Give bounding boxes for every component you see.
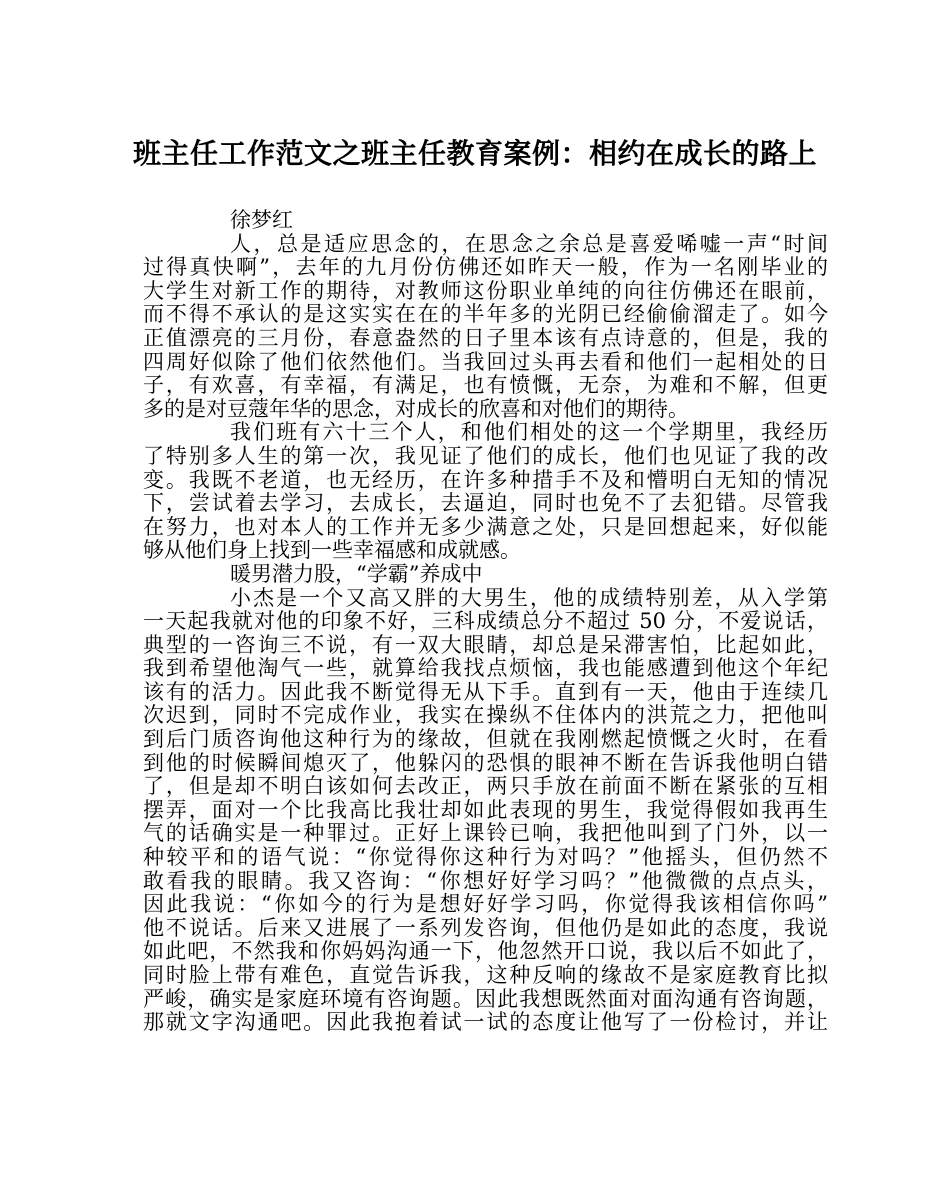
text-line: 种较平和的语气说：“你觉得你这种行为对吗？”他摇头，但仍然不	[143, 845, 828, 870]
text-line: 严峻，确实是家庭环境有咨询题。因此我想既然面对面沟通有咨询题，	[143, 986, 828, 1011]
text-line: 摆弄，面对一个比我高比我壮却如此表现的男生，我觉得假如我再生	[143, 797, 828, 822]
text-line: 那就文字沟通吧。因此我抱着试一试的态度让他写了一份检讨，并让	[143, 1010, 828, 1035]
text-line: 我们班有六十三个人，和他们相处的这一个学期里，我经历	[230, 420, 828, 445]
text-line: 子，有欢喜，有幸福，有满足，也有愤慨，无奈，为难和不解，但更	[143, 373, 828, 398]
text-line: 到后门质咨询他这种行为的缘故，但就在我刚燃起愤慨之火时，在看	[143, 727, 828, 752]
text-line: 一天起我就对他的印象不好，三科成绩总分不超过 50 分，不爱说话，	[143, 609, 828, 634]
document-body	[143, 209, 828, 1035]
text-line: 因此我说：“你如今的行为是想好好学习吗，你觉得我该相信你吗”	[143, 892, 828, 917]
text-line: 大学生对新工作的期待，对教师这份职业单纯的向往仿佛还在眼前，	[143, 278, 828, 303]
text-line: 过得真快啊”，去年的九月份仿佛还如昨天一般，作为一名刚毕业的	[143, 255, 828, 280]
text-line: 正值漂亮的三月份，春意盎然的日子里本该有点诗意的，但是，我的	[143, 325, 828, 350]
text-line: 暖男潜力股，“学霸”养成中	[230, 561, 483, 586]
text-line: 小杰是一个又高又胖的大男生，他的成绩特别差，从入学第	[230, 585, 828, 610]
text-line: 在努力，也对本人的工作并无多少满意之处，只是回想起来，好似能	[143, 514, 828, 539]
text-line: 了，但是却不明白该如何去改正，两只手放在前面不断在紧张的互相	[143, 774, 828, 799]
text-line: 敢看我的眼睛。我又咨询：“你想好好学习吗？”他微微的点点头，	[143, 868, 828, 893]
text-line: 四周好似除了他们依然他们。当我回过头再去看和他们一起相处的日	[143, 349, 828, 374]
document-title: 班主任工作范文之班主任教育案例：相约在成长的路上	[132, 137, 817, 170]
text-line: 人，总是适应思念的，在思念之余总是喜爱唏嘘一声“时间	[230, 231, 828, 256]
text-line: 了特别多人生的第一次，我见证了他们的成长，他们也见证了我的改	[143, 443, 828, 468]
text-line: 次迟到，同时不完成作业，我实在操纵不住体内的洪荒之力，把他叫	[143, 703, 828, 728]
text-line: 典型的一咨询三不说，有一双大眼睛，却总是呆滞害怕，比起如此，	[143, 632, 828, 657]
text-line: 徐梦红	[230, 208, 293, 232]
text-line: 该有的活力。因此我不断觉得无从下手。直到有一天，他由于连续几	[143, 679, 828, 704]
text-line: 够从他们身上找到一些幸福感和成就感。	[143, 538, 521, 563]
text-line: 多的是对豆蔻年华的思念，对成长的欣喜和对他们的期待。	[143, 396, 689, 421]
text-line: 同时脸上带有难色，直觉告诉我，这种反响的缘故不是家庭教育比拟	[143, 963, 828, 987]
text-line: 气的话确实是一种罪过。正好上课铃已响，我把他叫到了门外，以一	[143, 821, 828, 846]
text-line: 我到希望他淘气一些，就算给我找点烦恼，我也能感遭到他这个年纪	[143, 656, 828, 681]
text-line: 到他的时候瞬间熄灭了，他躲闪的恐惧的眼神不断在告诉我他明白错	[143, 750, 828, 775]
text-line: 下，尝试着去学习，去成长，去逼迫，同时也免不了去犯错。尽管我	[143, 491, 828, 516]
text-line: 而不得不承认的是这实实在在的半年多的光阴已经偷偷溜走了。如今	[143, 302, 828, 327]
text-line: 变。我既不老道，也无经历，在许多种措手不及和懵明白无知的情况	[143, 467, 828, 492]
text-line: 他不说话。后来又进展了一系列发咨询，但他仍是如此的态度，我说	[143, 915, 828, 940]
text-line: 如此吧，不然我和你妈妈沟通一下，他忽然开口说，我以后不如此了，	[143, 939, 828, 964]
